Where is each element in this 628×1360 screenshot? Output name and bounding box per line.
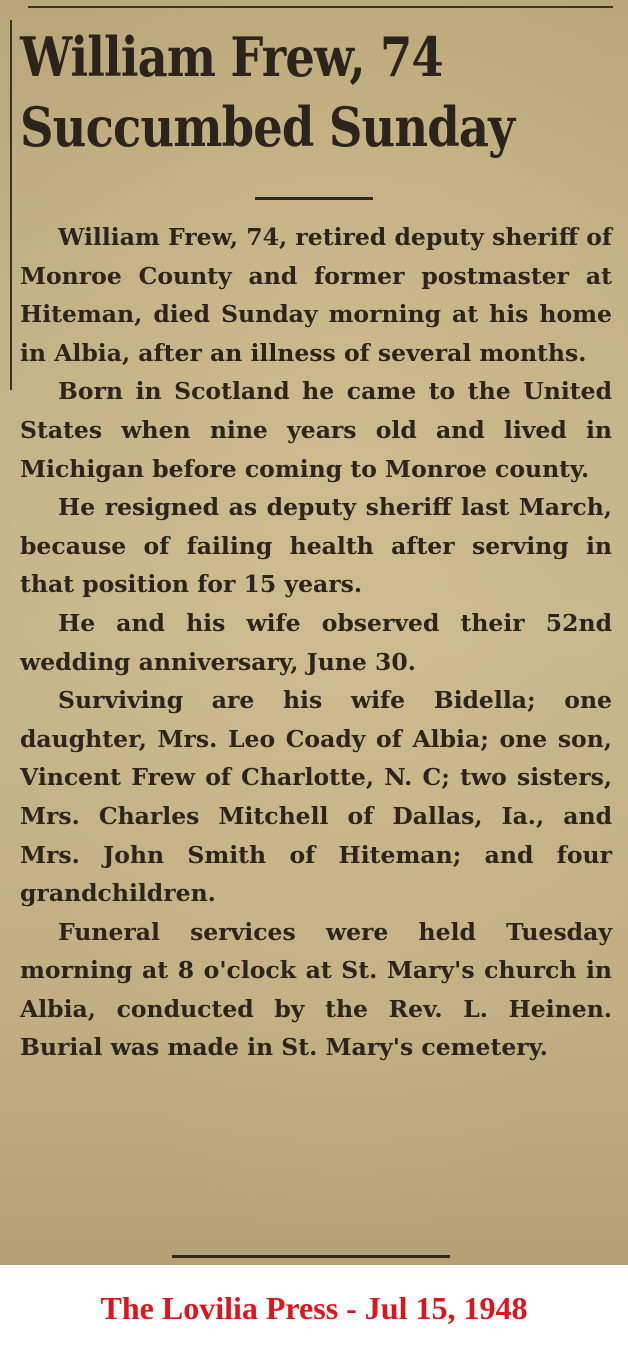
headline-line-1: William Frew, 74 [20, 25, 443, 89]
article-paragraph: William Frew, 74, retired deputy sheriff of Monroe County and former postmaster at Hiteman, died Sunday morning at his home in Albia, after an illness of several months. [20, 223, 612, 367]
article-paragraph: Surviving are his wife Bidella; one daughter, Mrs. Leo Coady of Albia; one son, Vincent Frew of Charlotte, N. C; two sisters, Mrs. Charles Mitchell of Dallas, Ia., and Mrs. John Smith of Hiteman; and four grandchildren. [20, 686, 612, 908]
article-paragraph: Funeral services were held Tuesday morning at 8 o'clock at St. Mary's church in Albia, conducted by the Rev. L. Heinen. Burial was made in St. Mary's cemetery. [20, 917, 612, 1062]
article-paragraph: He resigned as deputy sheriff last March, because of failing health after serving in that position for 15 years. [20, 493, 612, 599]
source-caption: The Lovilia Press - Jul 15, 1948 [100, 1290, 528, 1326]
top-column-rule [28, 6, 613, 8]
article-paragraph: Born in Scotland he came to the United States when nine years old and lived in Michigan before coming to Monroe county. [20, 377, 612, 483]
article-body [20, 218, 612, 1067]
end-divider [172, 1255, 450, 1258]
headline [20, 22, 536, 162]
article-paragraph: He and his wife observed their 52nd wedding anniversary, June 30. [20, 608, 612, 676]
headline-divider [255, 197, 373, 200]
left-column-rule [10, 20, 12, 390]
headline-line-2: Succumbed Sunday [20, 95, 515, 159]
